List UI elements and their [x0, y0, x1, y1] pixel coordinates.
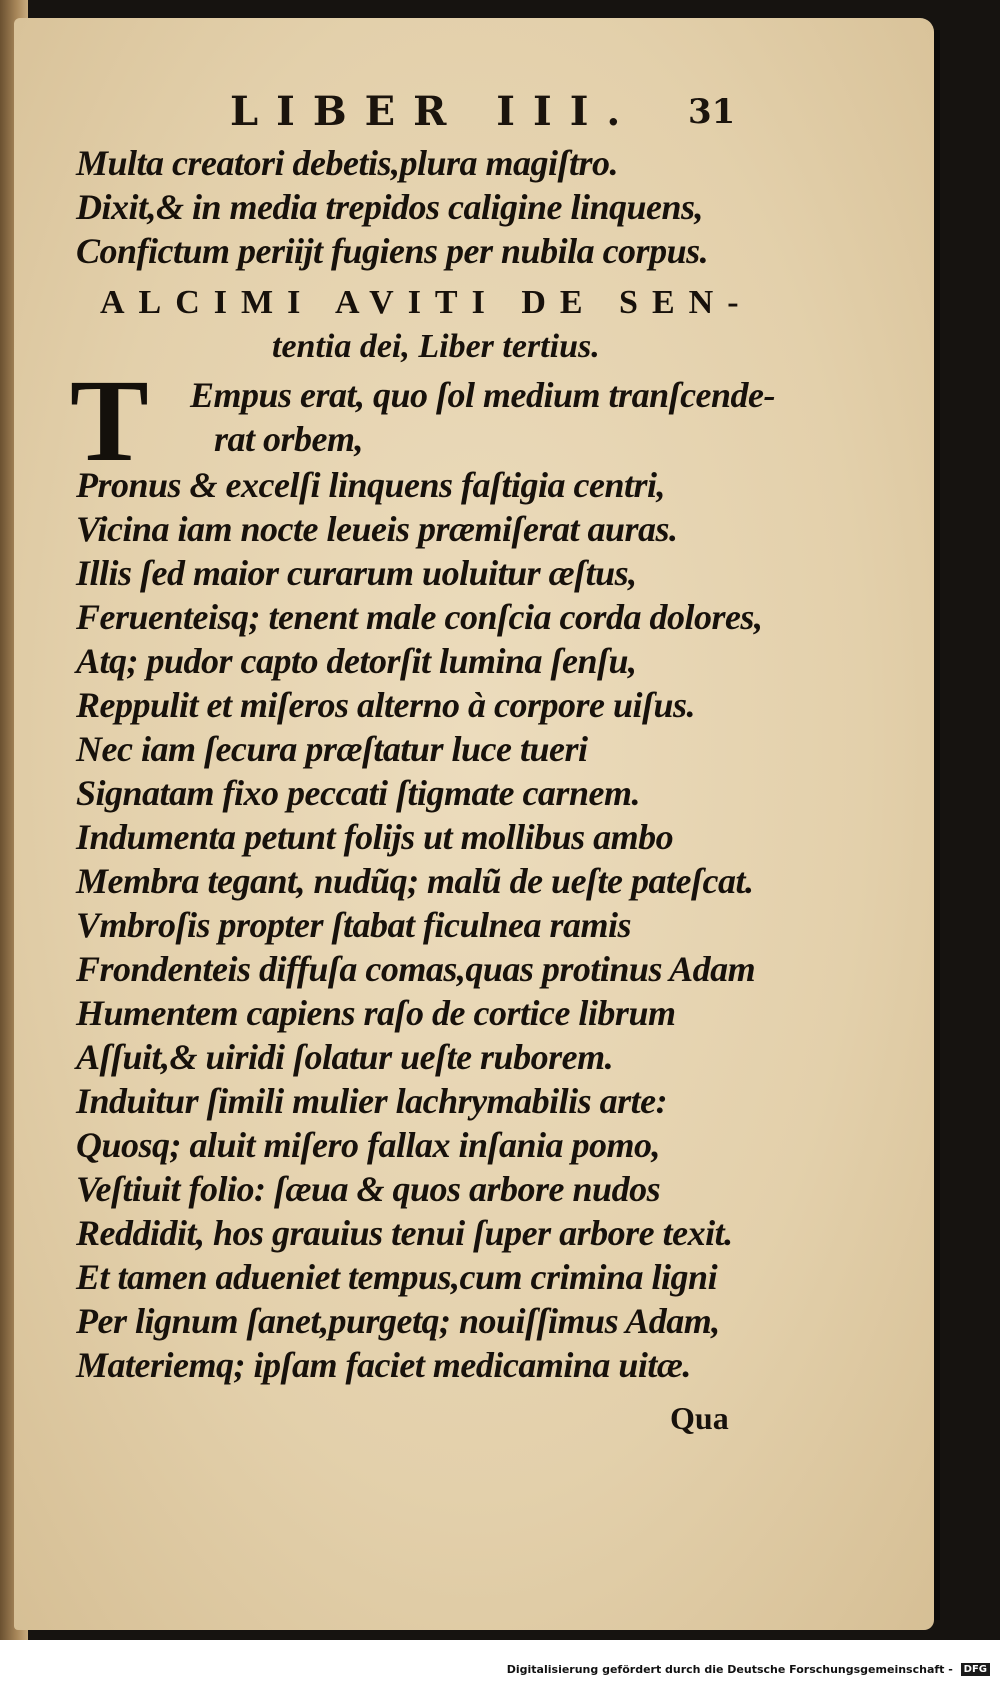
- verse-line: rat orbem,: [214, 419, 364, 459]
- digitization-credit: [0, 1663, 990, 1677]
- verse-line: Atq; pudor capto detorſit lumina ſenſu,: [76, 641, 637, 681]
- page-edge: [934, 30, 940, 1620]
- verse-line: Indumenta petunt folijs ut mollibus ambo: [76, 817, 674, 857]
- drop-cap: T: [70, 355, 149, 486]
- verse-line: Veſtiuit folio: ſæua & quos arbore nudos: [76, 1169, 661, 1209]
- verse-line: Dixit,& in media trepidos caligine linquens,: [76, 187, 704, 227]
- verse-line: Confictum periijt fugiens per nubila corpus.: [76, 231, 709, 271]
- verse-line: Vicina iam nocte leueis præmiſerat auras.: [76, 509, 678, 549]
- verse-line: Frondenteis diffuſa comas,quas protinus Adam: [76, 949, 756, 989]
- catchword: Qua: [670, 1400, 729, 1436]
- verse-line: Nec iam ſecura præſtatur luce tueri: [76, 729, 588, 769]
- section-subheading: tentia dei, Liber tertius.: [272, 328, 600, 365]
- dfg-logo: DFG: [961, 1663, 990, 1676]
- verse-line: Membra tegant, nudũq; malũ de ueſte pateſcat.: [76, 861, 754, 901]
- verse-line: Materiemq; ipſam faciet medicamina uitæ.: [76, 1345, 691, 1385]
- credit-text: Digitalisierung gefördert durch die Deutsche Forschungsgemeinschaft -: [506, 1662, 953, 1676]
- verse-line: Humentem capiens raſo de cortice librum: [76, 993, 676, 1033]
- verse-line: Multa creatori debetis,plura magiſtro.: [76, 143, 619, 183]
- verse-line: Empus erat, quo ſol medium tranſcende-: [190, 375, 776, 415]
- verse-line: Pronus & excelſi linquens faſtigia centri,: [76, 465, 666, 505]
- verse-line: Quosq; aluit miſero fallax inſania pomo,: [76, 1125, 661, 1165]
- verse-line: Reddidit, hos grauius tenui ſuper arbore texit.: [76, 1213, 733, 1253]
- verse-line: Per lignum ſanet,purgetq; nouiſſimus Adam,: [76, 1301, 720, 1341]
- verse-line: Induitur ſimili mulier lachrymabilis arte:: [76, 1081, 668, 1121]
- page-number: 31: [688, 92, 736, 132]
- verse-line: Signatam fixo peccati ſtigmate carnem.: [76, 773, 640, 813]
- verse-line: Feruenteisq; tenent male conſcia corda dolores,: [76, 597, 763, 637]
- verse-line: Et tamen adueniet tempus,cum crimina ligni: [76, 1257, 718, 1297]
- verse-line: Illis ſed maior curarum uoluitur æſtus,: [76, 553, 637, 593]
- verse-line: Vmbroſis propter ſtabat ficulnea ramis: [76, 905, 632, 945]
- section-heading: ALCIMI AVITI DE SEN-: [100, 284, 753, 321]
- verse-line: Reppulit et miſeros alterno à corpore uiſus.: [76, 685, 696, 725]
- running-head: LIBER III.: [230, 88, 639, 135]
- verse-line: Aſſuit,& uiridi ſolatur ueſte ruborem.: [76, 1037, 614, 1077]
